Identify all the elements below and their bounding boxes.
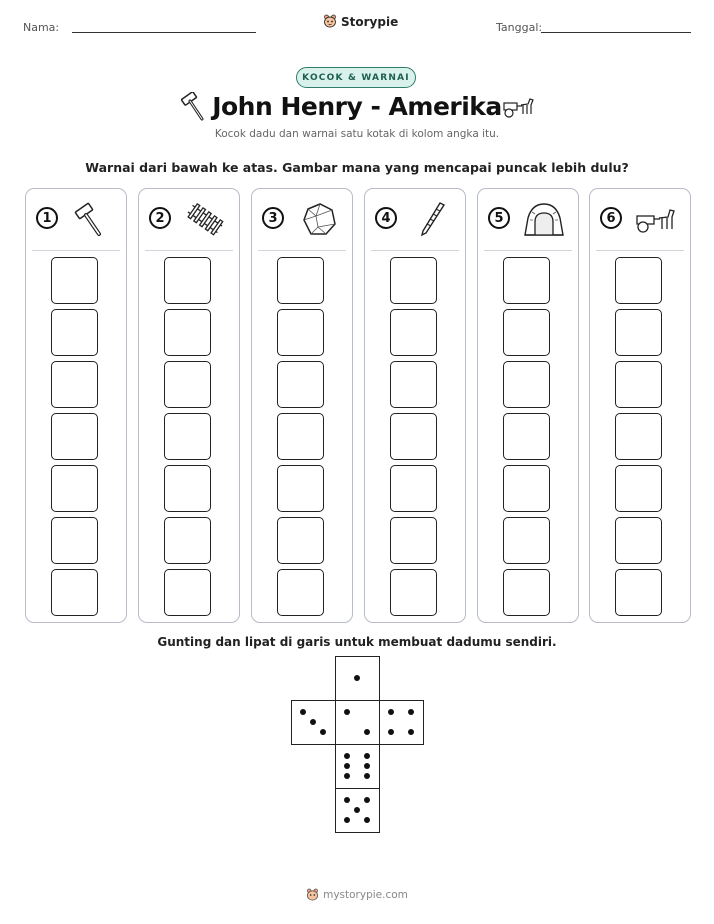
column-divider xyxy=(258,250,346,251)
color-box[interactable] xyxy=(277,517,324,564)
color-box[interactable] xyxy=(390,257,437,304)
color-box[interactable] xyxy=(164,517,211,564)
column-number: 1 xyxy=(36,207,58,229)
instruction-text: Warnai dari bawah ke atas. Gambar mana yang mencapai puncak lebih dulu? xyxy=(85,160,629,175)
color-box[interactable] xyxy=(277,361,324,408)
die-pip xyxy=(408,709,414,715)
color-box[interactable] xyxy=(615,361,662,408)
date-label: Tanggal: xyxy=(496,21,543,34)
name-label: Nama: xyxy=(23,21,60,34)
column-6 xyxy=(589,188,691,623)
color-box[interactable] xyxy=(277,257,324,304)
color-box[interactable] xyxy=(390,413,437,460)
page-subtitle: Kocok dadu dan warnai satu kotak di kolom angka itu. xyxy=(214,128,500,140)
column-divider xyxy=(145,250,233,251)
color-box[interactable] xyxy=(277,465,324,512)
die-face-1 xyxy=(335,656,380,701)
color-box[interactable] xyxy=(51,569,98,616)
color-box[interactable] xyxy=(615,413,662,460)
storypie-mascot-icon xyxy=(323,14,337,29)
die-pip xyxy=(344,753,350,759)
page-title: John Henry - Amerika xyxy=(212,92,502,121)
die-pip xyxy=(364,763,370,769)
die-face-6 xyxy=(335,744,380,789)
color-box[interactable] xyxy=(51,517,98,564)
column-5 xyxy=(477,188,579,623)
column-number: 6 xyxy=(600,207,622,229)
die-pip xyxy=(310,719,316,725)
column-number: 2 xyxy=(149,207,171,229)
color-box[interactable] xyxy=(390,309,437,356)
column-3 xyxy=(251,188,353,623)
color-box[interactable] xyxy=(615,517,662,564)
die-pip xyxy=(354,807,360,813)
color-box[interactable] xyxy=(503,361,550,408)
column-4 xyxy=(364,188,466,623)
color-box[interactable] xyxy=(164,309,211,356)
color-box[interactable] xyxy=(51,257,98,304)
die-pip xyxy=(364,773,370,779)
column-divider xyxy=(371,250,459,251)
die-pip xyxy=(320,729,326,735)
steel-drill-icon xyxy=(409,200,453,238)
column-number: 3 xyxy=(262,207,284,229)
die-face-4 xyxy=(379,700,424,745)
die-pip xyxy=(344,763,350,769)
die-pip xyxy=(364,797,370,803)
die-pip xyxy=(344,773,350,779)
column-2 xyxy=(138,188,240,623)
rock-icon xyxy=(296,200,340,238)
column-1 xyxy=(25,188,127,623)
die-pip xyxy=(354,675,360,681)
die-face-3 xyxy=(291,700,336,745)
die-pip xyxy=(408,729,414,735)
color-box[interactable] xyxy=(164,569,211,616)
color-box[interactable] xyxy=(277,413,324,460)
footer xyxy=(0,888,714,902)
color-box[interactable] xyxy=(51,361,98,408)
color-box[interactable] xyxy=(164,413,211,460)
horse-cart-icon xyxy=(634,200,678,238)
color-box[interactable] xyxy=(503,517,550,564)
column-divider xyxy=(596,250,684,251)
die-pip xyxy=(388,729,394,735)
brand-logo xyxy=(323,14,398,29)
die-face-5 xyxy=(335,788,380,833)
footer-url[interactable]: mystorypie.com xyxy=(323,889,408,901)
column-number: 4 xyxy=(375,207,397,229)
die-pip xyxy=(344,817,350,823)
color-box[interactable] xyxy=(615,257,662,304)
color-box[interactable] xyxy=(164,257,211,304)
column-divider xyxy=(32,250,120,251)
color-box[interactable] xyxy=(615,465,662,512)
die-face-2 xyxy=(335,700,380,745)
color-box[interactable] xyxy=(277,309,324,356)
column-number: 5 xyxy=(488,207,510,229)
color-box[interactable] xyxy=(390,465,437,512)
color-box[interactable] xyxy=(390,569,437,616)
cut-instruction: Gunting dan lipat di garis untuk membuat dadumu sendiri. xyxy=(157,635,557,649)
color-box[interactable] xyxy=(615,569,662,616)
activity-badge: KOCOK & WARNAI xyxy=(296,67,416,88)
die-pip xyxy=(344,709,350,715)
color-box[interactable] xyxy=(51,413,98,460)
tunnel-icon xyxy=(522,200,566,238)
storypie-mascot-icon xyxy=(306,888,319,902)
color-box[interactable] xyxy=(503,569,550,616)
color-box[interactable] xyxy=(503,465,550,512)
hammer-icon xyxy=(70,200,114,238)
die-pip xyxy=(364,729,370,735)
die-pip xyxy=(388,709,394,715)
column-divider xyxy=(484,250,572,251)
color-box[interactable] xyxy=(277,569,324,616)
date-line[interactable] xyxy=(541,32,691,33)
die-pip xyxy=(300,709,306,715)
color-box[interactable] xyxy=(503,413,550,460)
railroad-track-icon xyxy=(183,200,227,238)
color-box[interactable] xyxy=(51,465,98,512)
color-box[interactable] xyxy=(615,309,662,356)
color-box[interactable] xyxy=(390,517,437,564)
horse-cart-icon xyxy=(502,93,536,121)
name-line[interactable] xyxy=(72,32,256,33)
color-box[interactable] xyxy=(503,309,550,356)
color-box[interactable] xyxy=(503,257,550,304)
color-box[interactable] xyxy=(390,361,437,408)
die-pip xyxy=(364,817,370,823)
color-box[interactable] xyxy=(164,361,211,408)
die-pip xyxy=(344,797,350,803)
brand-name: Storypie xyxy=(341,14,399,29)
color-box[interactable] xyxy=(51,309,98,356)
color-box[interactable] xyxy=(164,465,211,512)
die-pip xyxy=(364,753,370,759)
